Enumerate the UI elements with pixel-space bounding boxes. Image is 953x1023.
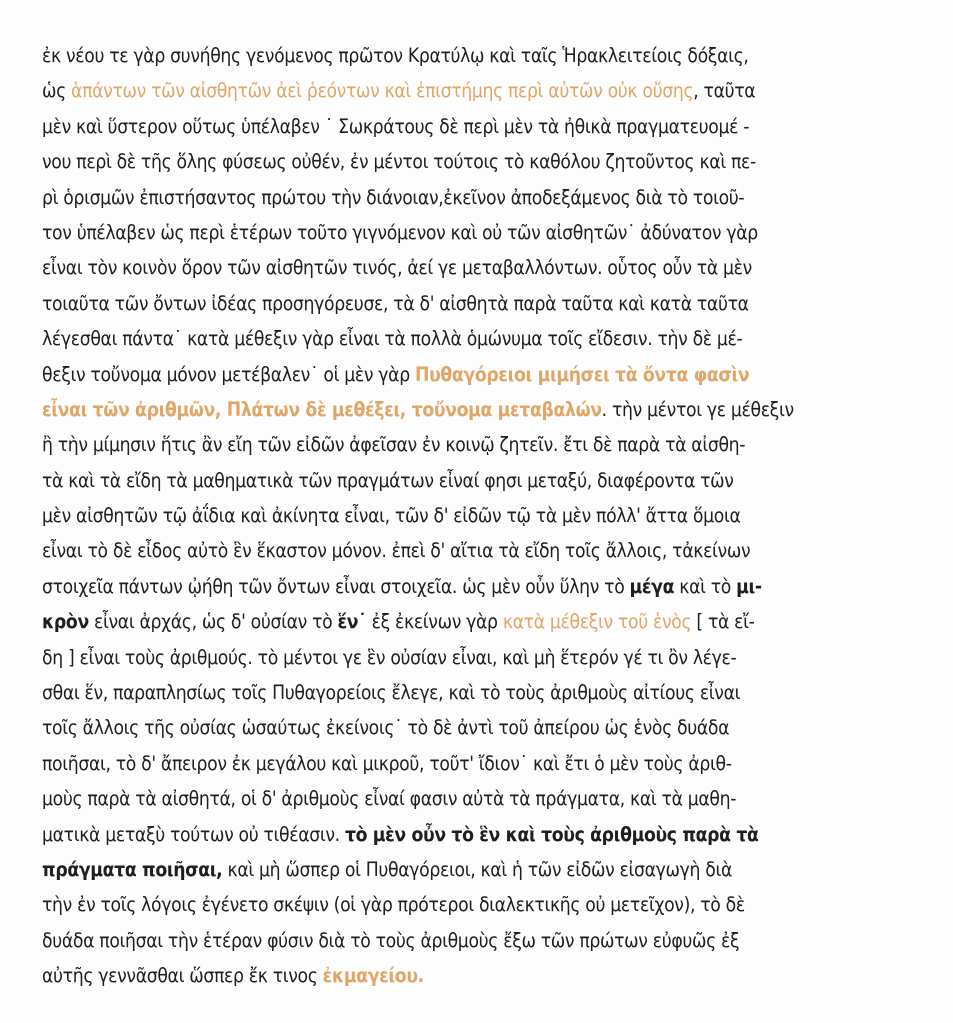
text-span: τον ὑπέλαβεν ὡς περὶ ἑτέρων τοῦτο γιγνόμενον καὶ οὐ τῶν αἰσθητῶν˙ ἀδύνατον γὰρ (42, 220, 758, 244)
text-line (42, 569, 908, 604)
text-line (42, 958, 908, 993)
greek-text-page (42, 38, 922, 994)
text-line (42, 887, 908, 922)
bold-text: τὸ μὲν οὖν τὸ ἓν καὶ τοὺς ἀριθμοὺς παρὰ τὰ (344, 822, 759, 846)
text-line (42, 533, 908, 568)
text-line (42, 73, 908, 108)
text-line (42, 357, 908, 392)
text-span: καὶ τὸ (674, 574, 737, 598)
text-line (42, 215, 908, 250)
text-span: δυάδα ποιῆσαι τὴν ἑτέραν φύσιν διὰ τὸ τοὺς ἀριθμοὺς ἔξω τῶν πρώτων εὐφυῶς ἐξ (42, 928, 740, 952)
text-span: τὴν ἐν τοῖς λόγοις ἐγένετο σκέψιν (οἱ γὰρ πρότεροι διαλεκτικῆς οὐ μετεῖχον), τὸ δὲ (42, 893, 745, 917)
text-line (42, 817, 908, 852)
text-span: τοῖς ἄλλοις τῆς οὐσίας ὡσαύτως ἐκείνοις˙ τὸ δὲ ἀντὶ τοῦ ἀπείρου ὡς ἑνὸς δυάδα (42, 716, 730, 740)
text-span: ὡς (42, 79, 72, 103)
text-line (42, 852, 908, 887)
text-line (42, 710, 908, 745)
text-line (42, 180, 908, 215)
bold-text: κρὸν (42, 610, 89, 634)
text-line (42, 38, 908, 73)
text-line (42, 604, 908, 639)
text-span: εἶναι τὸ δὲ εἶδος αὐτὸ ἓν ἕκαστον μόνον. ἐπεὶ δ' αἴτια τὰ εἴδη τοῖς ἄλλοις, τἀκείνων (42, 539, 751, 563)
text-line (42, 463, 908, 498)
bold-text: ἕν˙ (337, 610, 367, 634)
text-span: εἶναι τὸν κοινὸν ὅρον τῶν αἰσθητῶν τινός, ἀεί γε μεταβαλλόντων. οὗτος οὖν τὰ μὲν (42, 256, 752, 280)
text-span: αὐτῆς γεννᾶσθαι ὥσπερ ἔκ τινος (42, 964, 323, 988)
highlighted-bold-text: εἶναι τῶν ἀριθμῶν, Πλάτων δὲ μεθέξει, τοὔνομα μεταβαλών (42, 397, 602, 421)
text-span: δη ] εἶναι τοὺς ἀριθμούς. τὸ μέντοι γε ἓν οὐσίαν εἶναι, καὶ μὴ ἕτερόν γέ τι ὂν λέγε- (42, 645, 737, 669)
text-span: λέγεσθαι πάντα˙ κατὰ μέθεξιν γὰρ εἶναι τὰ πολλὰ ὁμώνυμα τοῖς εἴδεσιν. τὴν δὲ μέ- (42, 327, 743, 351)
text-line (42, 286, 908, 321)
highlighted-text: κατὰ μέθεξιν τοῦ ἑνὸς (502, 610, 692, 634)
text-span: θεξιν τοὔνομα μόνον μετέβαλεν˙ οἱ μὲν γὰρ (42, 362, 415, 386)
text-span: ἐκ νέου τε γὰρ συνήθης γενόμενος πρῶτον Κρατύλῳ καὶ ταῖς Ἡρακλειτείοις δόξαις, (42, 44, 749, 67)
text-line (42, 675, 908, 710)
highlighted-bold-text: ἐκμαγείου. (322, 964, 424, 988)
highlighted-bold-text: Πυθαγόρειοι μιμήσει τὰ ὄντα φασὶν (414, 362, 750, 386)
text-span: σθαι ἕν, παραπλησίως τοῖς Πυθαγορείοις ἔλεγε, καὶ τὸ τοὺς ἀριθμοὺς αἰτίους εἶναι (42, 681, 741, 705)
highlighted-text: ἁπάντων τῶν αἰσθητῶν ἀεὶ ῥεόντων καὶ ἐπιστήμης περὶ αὐτῶν οὐκ οὔσης (71, 79, 694, 103)
text-span: μοὺς παρὰ τὰ αἰσθητά, οἱ δ' ἀριθμοὺς εἶναί φασιν αὐτὰ τὰ πράγματα, καὶ τὰ μαθη- (42, 787, 737, 811)
text-span: ἐξ ἐκείνων γὰρ (366, 610, 503, 634)
text-line (42, 781, 908, 816)
text-span: μὲν καὶ ὕστερον οὕτως ὑπέλαβεν ˙ Σωκράτους δὲ περὶ μὲν τὰ ἠθικὰ πραγματευομέ - (42, 114, 750, 138)
text-span: [ τὰ εἴ- (691, 610, 755, 634)
text-line (42, 640, 908, 675)
text-span: νου περὶ δὲ τῆς ὅλης φύσεως οὐθέν, ἐν μέντοι τούτοις τὸ καθόλου ζητοῦντος καὶ πε- (42, 150, 756, 174)
text-line (42, 427, 908, 462)
text-span: εἶναι ἀρχάς, ὡς δ' οὐσίαν τὸ (88, 610, 338, 634)
text-span: ποιῆσαι, τὸ δ' ἄπειρον ἐκ μεγάλου καὶ μικροῦ, τοῦτ' ἴδιον˙ καὶ ἔτι ὁ μὲν τοὺς ἀριθ- (42, 751, 732, 775)
text-span: στοιχεῖα πάντων ᾠήθη τῶν ὄντων εἶναι στοιχεῖα. ὡς μὲν οὖν ὕλην τὸ (42, 574, 630, 598)
text-line (42, 498, 908, 533)
text-span: ματικὰ μεταξὺ τούτων οὐ τιθέασιν. (42, 822, 345, 846)
text-span: . τὴν μέντοι γε μέθεξιν (601, 397, 794, 421)
bold-text: μέγα (629, 574, 675, 598)
text-span: τὰ καὶ τὰ εἴδη τὰ μαθηματικὰ τῶν πραγμάτων εἶναί φησι μεταξύ, διαφέροντα τῶν (42, 468, 734, 492)
text-span: τοιαῦτα τῶν ὄντων ἰδέας προσηγόρευσε, τὰ δ' αἰσθητὰ παρὰ ταῦτα καὶ κατὰ ταῦτα (42, 291, 749, 315)
text-span: , ταῦτα (693, 79, 756, 103)
text-line (42, 109, 908, 144)
text-span: καὶ μὴ ὥσπερ οἱ Πυθαγόρειοι, καὶ ἡ τῶν εἰδῶν εἰσαγωγὴ διὰ (222, 857, 733, 881)
bold-text: μι- (736, 574, 762, 598)
text-line (42, 144, 908, 179)
bold-text: πράγματα ποιῆσαι, (42, 857, 223, 881)
text-line (42, 392, 908, 427)
text-line (42, 923, 908, 958)
text-line (42, 746, 908, 781)
text-span: ρὶ ὁρισμῶν ἐπιστήσαντος πρώτου τὴν διάνοιαν,ἐκεῖνον ἀποδεξάμενος διὰ τὸ τοιοῦ- (42, 185, 745, 209)
text-line (42, 250, 908, 285)
text-span: μὲν αἰσθητῶν τῷ ἀΐδια καὶ ἀκίνητα εἶναι, τῶν δ' εἰδῶν τῷ τὰ μὲν πόλλ' ἄττα ὅμοια (42, 504, 741, 528)
text-span: ἢ τὴν μίμησιν ἥτις ἂν εἴη τῶν εἰδῶν ἀφεῖσαν ἐν κοινῷ ζητεῖν. ἔτι δὲ παρὰ τὰ αἰσθη- (42, 433, 746, 457)
text-line (42, 321, 908, 356)
